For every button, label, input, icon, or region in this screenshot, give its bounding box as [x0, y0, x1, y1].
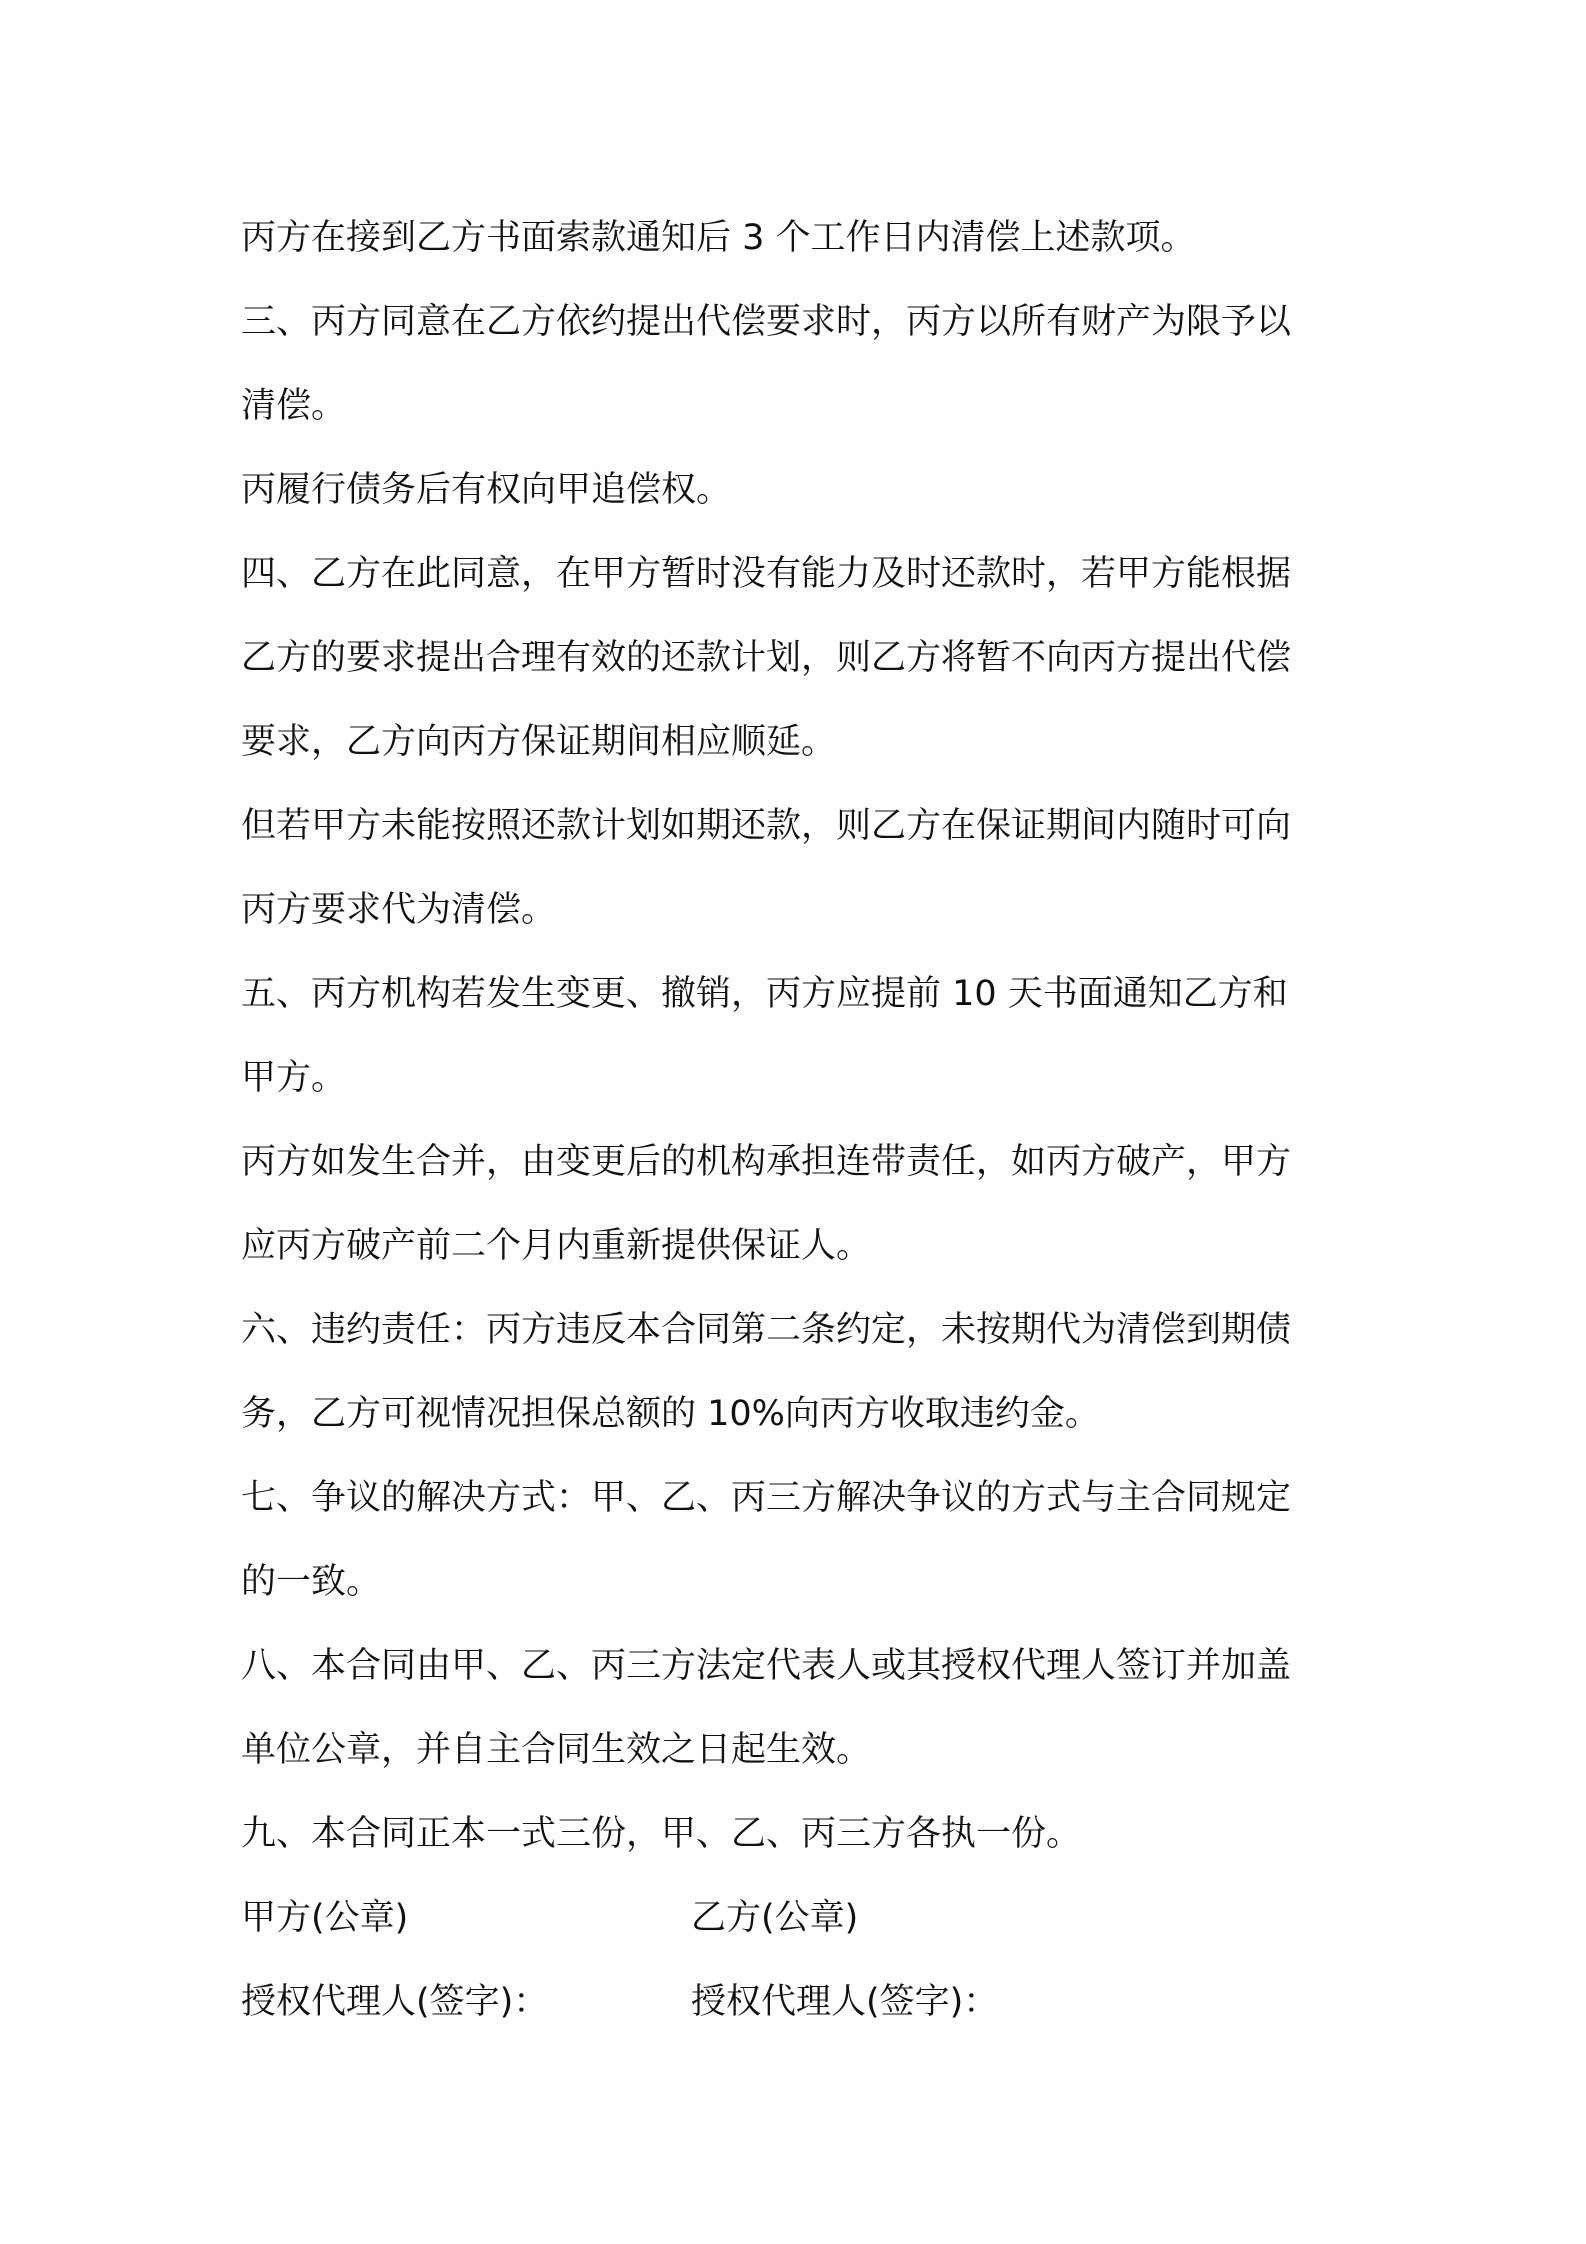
text-line: 甲方。	[241, 1058, 347, 1098]
party-a-seal-label: 甲方(公章)	[241, 1898, 409, 1938]
text-line: 务，乙方可视情况担保总额的 10%向丙方收取违约金。	[241, 1394, 1100, 1434]
party-b-seal-label: 乙方(公章)	[691, 1898, 859, 1938]
party-b-agent-label: 授权代理人(签字)：	[691, 1982, 999, 2022]
text-line: 丙方要求代为清偿。	[241, 890, 557, 930]
text-line: 清偿。	[241, 386, 347, 426]
text-line: 丙方在接到乙方书面索款通知后 3 个工作日内清偿上述款项。	[241, 218, 1196, 258]
text-line: 要求，乙方向丙方保证期间相应顺延。	[241, 722, 837, 762]
text-line: 但若甲方未能按照还款计划如期还款，则乙方在保证期间内随时可向	[241, 806, 1292, 846]
text-line: 丙履行债务后有权向甲追偿权。	[241, 470, 732, 510]
text-line: 三、丙方同意在乙方依约提出代偿要求时，丙方以所有财产为限予以	[241, 302, 1292, 342]
text-line: 单位公章，并自主合同生效之日起生效。	[241, 1730, 872, 1770]
seal-row	[241, 1876, 1351, 1960]
text-line: 五、丙方机构若发生变更、撤销，丙方应提前 10 天书面通知乙方和	[241, 974, 1288, 1014]
agent-signature-row	[241, 1960, 1351, 2044]
text-line: 七、争议的解决方式：甲、乙、丙三方解决争议的方式与主合同规定	[241, 1478, 1292, 1518]
text-line: 四、乙方在此同意，在甲方暂时没有能力及时还款时，若甲方能根据	[241, 554, 1292, 594]
party-a-agent-label: 授权代理人(签字)：	[241, 1982, 549, 2022]
text-line: 六、违约责任：丙方违反本合同第二条约定，未按期代为清偿到期债	[241, 1310, 1292, 1350]
text-line: 八、本合同由甲、乙、丙三方法定代表人或其授权代理人签订并加盖	[241, 1646, 1292, 1686]
text-line: 的一致。	[241, 1562, 382, 1602]
text-line: 应丙方破产前二个月内重新提供保证人。	[241, 1226, 872, 1266]
text-line: 乙方的要求提出合理有效的还款计划，则乙方将暂不向丙方提出代偿	[241, 638, 1292, 678]
text-line: 丙方如发生合并，由变更后的机构承担连带责任，如丙方破产，甲方	[241, 1142, 1292, 1182]
document-body	[241, 196, 1351, 2044]
text-line: 九、本合同正本一式三份，甲、乙、丙三方各执一份。	[241, 1814, 1082, 1854]
